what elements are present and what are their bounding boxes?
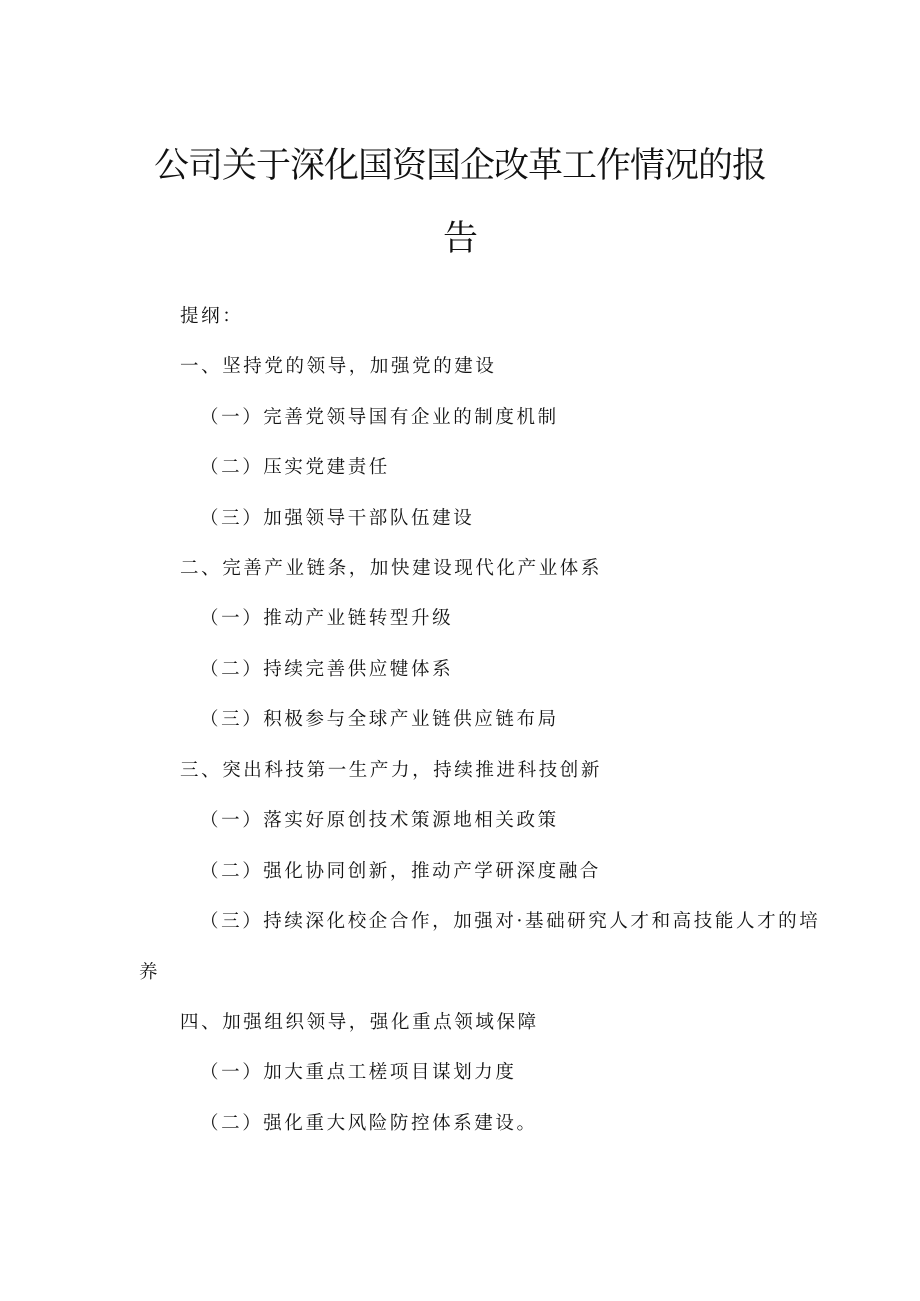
outline-item: （一）落实好原创技术策源地相关政策 xyxy=(200,810,559,831)
section-heading-2: 二、完善产业链条，加快建设现代化产业体系 xyxy=(180,558,603,579)
section-heading-3: 三、突出科技第一生产力，持续推进科技创新 xyxy=(180,760,603,781)
outline-item: （二）强化协同创新，推动产学研深度融合 xyxy=(200,861,601,882)
outline-item: （三）加强领导干部队伍建设 xyxy=(200,508,475,529)
outline-item: （二）强化重大风险防控体系建设。 xyxy=(200,1113,538,1134)
section-heading-1: 一、坚持党的领导，加强党的建设 xyxy=(180,356,497,377)
outline-item: （一）完善党领导国有企业的制度机制 xyxy=(200,407,559,428)
outline-item: （一）推动产业链转型升级 xyxy=(200,608,454,629)
document-title: 公司关于深化国资国企改革工作情况的报 xyxy=(153,146,766,186)
outline-item-wrap: 养 xyxy=(139,962,161,983)
document-title-continuation: 告 xyxy=(442,219,477,259)
outline-item: （三）持续深化校企合作，加强对·基础研究人才和高技能人才的培 xyxy=(200,911,821,932)
outline-item: （二）持续完善供应犍体系 xyxy=(200,659,454,680)
outline-item: （二）压实党建责任 xyxy=(200,457,390,478)
outline-item: （一）加大重点工槎项目谋划力度 xyxy=(200,1062,517,1083)
outline-item: （三）积极参与全球产业链供应链布局 xyxy=(200,709,559,730)
section-heading-4: 四、加强组织领导，强化重点领域保障 xyxy=(180,1012,539,1033)
outline-label: 提纲： xyxy=(180,306,244,327)
